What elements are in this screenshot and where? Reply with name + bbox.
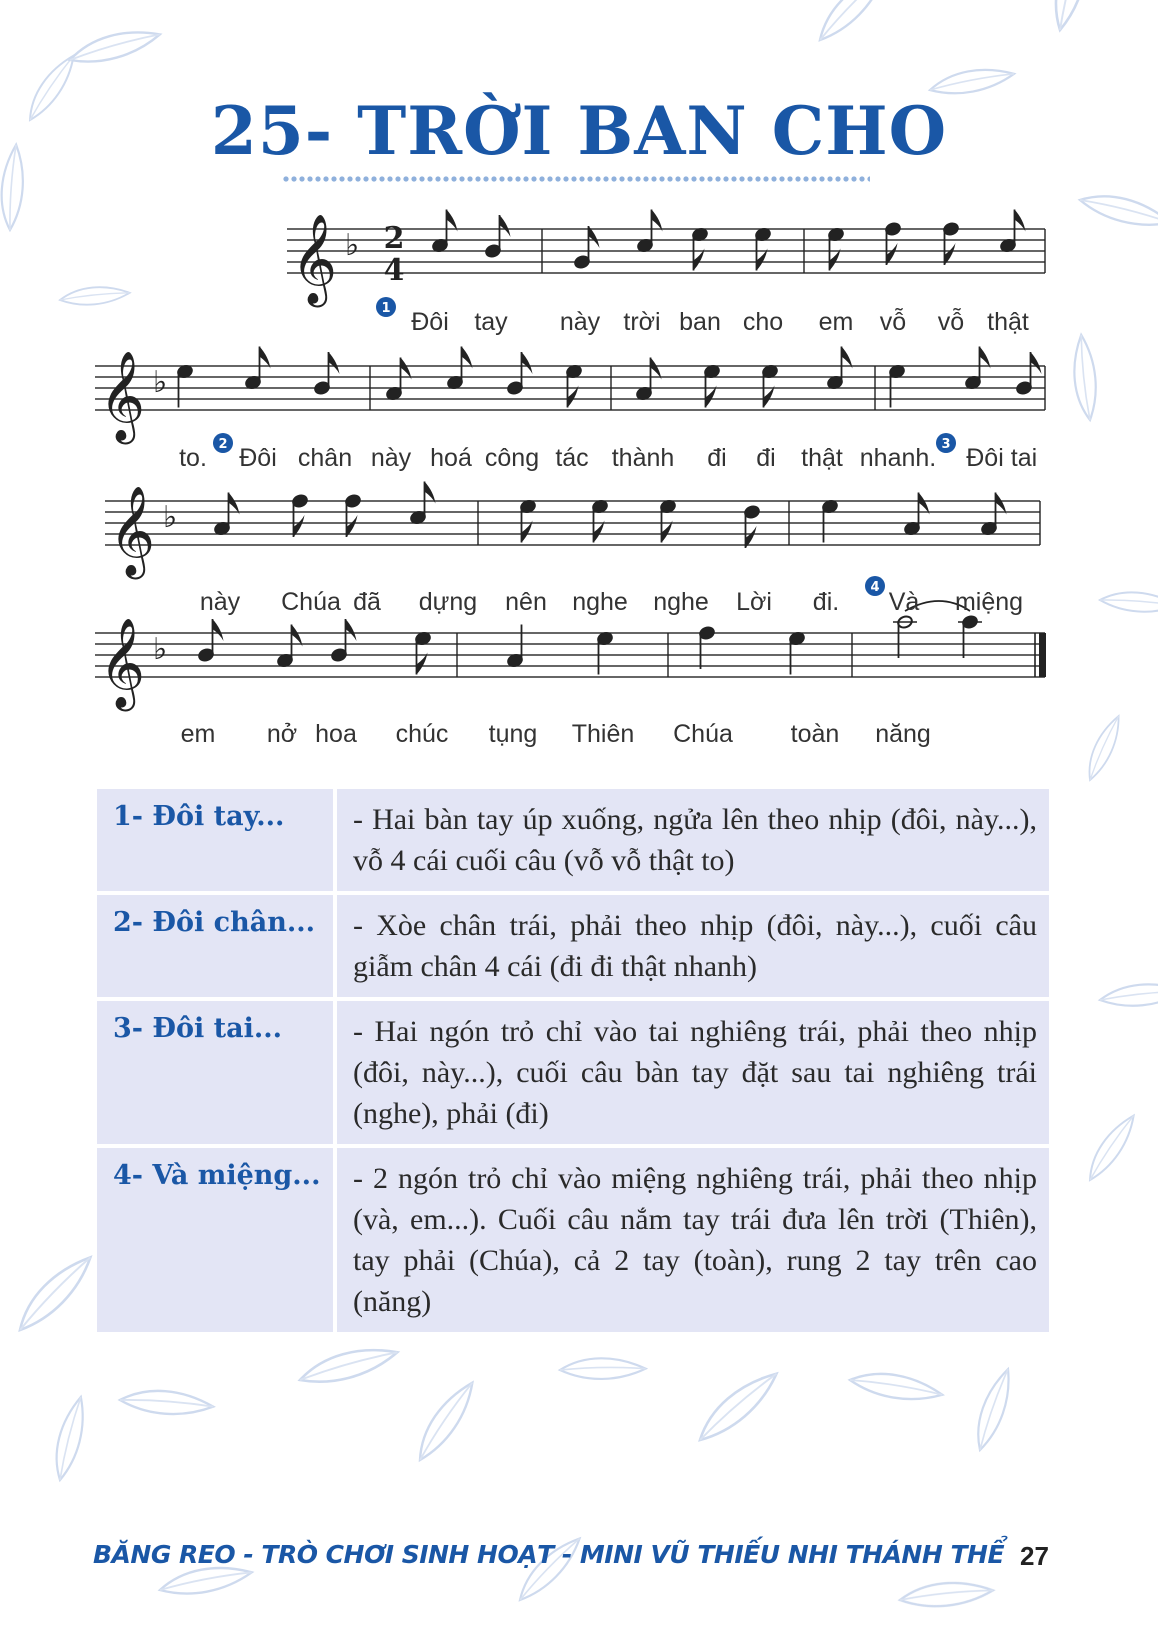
music-note — [660, 499, 677, 542]
gesture-label: 3- Đôi tai... — [97, 1001, 337, 1148]
flat-sign: ♭ — [153, 632, 168, 667]
lyric-syllable: Chúa — [281, 588, 341, 616]
music-note — [755, 227, 772, 270]
lyric-syllable: Đôi — [966, 444, 1004, 472]
lyric-syllable: Chúa — [673, 720, 733, 748]
lyric-syllable: nghe — [653, 588, 709, 616]
lyric-syllable: này — [559, 308, 601, 336]
note-flag — [652, 210, 663, 232]
footer-book-title: BĂNG REO - TRÒ CHƠI SINH HOẠT - MINI VŨ THIẾU NHI THÁNH THỂ — [93, 1540, 1005, 1569]
note-flag — [842, 347, 853, 369]
lyric-syllable: thật — [987, 308, 1029, 336]
note-flag — [651, 358, 662, 380]
note-flag — [568, 386, 579, 408]
verse-marker-2 — [213, 433, 233, 453]
gesture-label: 4- Và miệng... — [97, 1148, 337, 1332]
time-signature-bottom: 4 — [383, 253, 405, 288]
note-flag — [757, 249, 768, 271]
treble-clef: 𝄞 — [109, 486, 156, 576]
lyric-syllable: dựng — [418, 588, 478, 616]
time-signature — [384, 221, 405, 288]
music-note — [314, 352, 340, 395]
note-flag — [662, 521, 673, 543]
gesture-row — [97, 1148, 1049, 1332]
verse-marker-number: 2 — [218, 437, 228, 452]
gesture-label: 1- Đôi tay... — [97, 789, 337, 895]
staff — [95, 618, 1046, 712]
lyric-syllable: năng — [875, 720, 931, 748]
note-flag — [329, 352, 340, 374]
note-flag — [996, 493, 1007, 515]
lyric-syllable: trời — [623, 308, 661, 336]
gesture-row — [97, 895, 1049, 1001]
lyric-syllable: thật — [801, 444, 843, 472]
note-flag — [260, 347, 271, 369]
note-flag — [764, 386, 775, 408]
note-flag — [401, 358, 412, 380]
music-note — [1016, 352, 1042, 395]
music-note — [574, 226, 600, 269]
note-flag — [594, 521, 605, 543]
flat-sign: ♭ — [153, 365, 168, 400]
music-note — [507, 625, 524, 668]
lyric-syllable: em — [180, 720, 216, 748]
music-note — [507, 352, 533, 395]
flat-sign: ♭ — [163, 500, 178, 535]
music-note — [277, 625, 303, 668]
lyric-syllable: Đôi — [411, 308, 449, 336]
page-number: 27 — [1020, 1541, 1049, 1571]
verse-marker-4 — [865, 576, 885, 596]
note-flag — [447, 210, 458, 232]
note-flag — [706, 386, 717, 408]
note-flag — [522, 521, 533, 543]
music-note — [828, 227, 845, 270]
music-note — [566, 364, 583, 407]
verse-marker-number: 1 — [381, 301, 391, 316]
music-note — [762, 364, 779, 407]
lyric-syllable: Đôi — [239, 444, 277, 472]
gesture-table — [97, 789, 1049, 1332]
music-note — [789, 631, 806, 674]
music-note — [415, 631, 432, 674]
lyric-syllable: công — [484, 444, 540, 472]
music-note — [198, 619, 224, 662]
note-flag — [1015, 210, 1026, 232]
music-note — [981, 493, 1007, 536]
lyric-syllable: tác — [555, 444, 589, 472]
lyric-syllable: hoa — [315, 720, 357, 748]
gesture-description: - Hai bàn tay úp xuống, ngửa lên theo nhịp (đôi, này...), vỗ 4 cái cuối câu (vỗ vỗ thật to) — [337, 789, 1049, 895]
lyric-syllable: nhanh. — [859, 444, 937, 472]
music-note — [958, 615, 982, 658]
music-note — [520, 499, 537, 542]
lyric-syllable: thành — [611, 444, 675, 472]
final-barline — [1039, 633, 1046, 677]
music-note — [827, 347, 853, 390]
verse-marker-number: 4 — [870, 580, 880, 595]
music-note — [904, 493, 930, 536]
gesture-description: - Xòe chân trái, phải theo nhịp (đôi, này...), cuối câu giẫm chân 4 cái (đi đi thật nhanh) — [337, 895, 1049, 1001]
note-flag — [417, 653, 428, 675]
lyric-syllable: Và — [888, 588, 920, 616]
note-flag — [830, 249, 841, 271]
music-note — [432, 210, 458, 253]
staff — [105, 486, 1040, 580]
note-flag — [980, 347, 991, 369]
music-note — [592, 499, 609, 542]
verse-marker-1 — [376, 297, 396, 317]
verse-marker-3 — [936, 433, 956, 453]
lyric-syllable: ban — [679, 308, 721, 336]
gesture-description: - Hai ngón trỏ chỉ vào tai nghiêng trái, phải theo nhịp (đôi, này...), cuối câu bàn tay đặt sau tai nghiêng trái (nghe), phải (đi) — [337, 1001, 1049, 1148]
music-note — [345, 494, 362, 537]
flat-sign: ♭ — [345, 228, 360, 263]
lyric-syllable: toàn — [790, 720, 840, 748]
lyric-syllable: vỗ — [879, 308, 907, 336]
treble-clef: 𝄞 — [99, 618, 146, 708]
lyric-syllable: đi. — [812, 588, 840, 616]
music-note — [177, 364, 194, 407]
music-note — [943, 222, 960, 265]
lyric-syllable: nên — [505, 588, 547, 616]
note-flag — [522, 352, 533, 374]
note-flag — [500, 215, 511, 237]
lyric-syllable: đi — [707, 444, 727, 472]
music-note — [245, 347, 271, 390]
music-note — [699, 626, 716, 669]
music-note — [704, 364, 721, 407]
lyric-syllable: nở — [266, 720, 298, 748]
lyric-syllable: nghe — [572, 588, 628, 616]
lyric-syllable: tai — [1010, 444, 1038, 472]
gesture-label: 2- Đôi chân... — [97, 895, 337, 1001]
music-note — [386, 358, 412, 401]
note-flag — [229, 493, 240, 515]
note-flag — [919, 493, 930, 515]
lyric-syllable: chúc — [395, 720, 449, 748]
music-note — [965, 347, 991, 390]
music-note — [893, 615, 917, 658]
music-note — [637, 210, 663, 253]
music-note — [214, 493, 240, 536]
lyric-syllable: đã — [353, 588, 381, 616]
music-note — [744, 505, 761, 548]
note-flag — [292, 625, 303, 647]
lyric-syllable: đi — [756, 444, 776, 472]
gesture-description: - 2 ngón trỏ chỉ vào miệng nghiêng trái, phải theo nhịp (và, em...). Cuối câu nắm tay trái đưa lên trời (Thiên), tay phải (Chúa), cả 2 tay (toàn), rung 2 tay trên cao (năng) — [337, 1148, 1049, 1332]
music-note — [597, 631, 614, 674]
lyric-syllable: vỗ — [937, 308, 965, 336]
treble-clef: 𝄞 — [99, 351, 146, 441]
treble-clef: 𝄞 — [291, 214, 338, 304]
music-note — [331, 619, 357, 662]
music-note — [1000, 210, 1026, 253]
lyric-syllable: cho — [742, 308, 784, 336]
note-flag — [213, 619, 224, 641]
lyric-syllable: hoá — [430, 444, 472, 472]
lyric-syllable: miệng — [954, 588, 1024, 616]
lyric-syllable: tay — [474, 308, 508, 336]
music-note — [692, 227, 709, 270]
lyric-syllable: tụng — [488, 720, 538, 748]
lyric-syllable: to. — [179, 444, 207, 472]
music-note — [447, 347, 473, 390]
note-flag — [346, 619, 357, 641]
music-note — [485, 215, 511, 258]
music-note — [885, 222, 902, 265]
song-title: 25- TRỜI BAN CHO — [210, 92, 948, 170]
note-flag — [694, 249, 705, 271]
lyric-syllable: Thiên — [571, 720, 635, 748]
lyric-syllable: này — [370, 444, 412, 472]
music-note — [889, 364, 906, 407]
verse-marker-number: 3 — [941, 437, 951, 452]
sheet-music — [0, 0, 1158, 760]
music-note — [636, 358, 662, 401]
lyric-syllable: này — [199, 588, 241, 616]
lyric-syllable: em — [818, 308, 854, 336]
music-note — [822, 499, 839, 542]
note-flag — [425, 482, 436, 504]
note-flag — [462, 347, 473, 369]
lyric-syllable: chân — [297, 444, 353, 472]
time-signature-top: 2 — [383, 221, 405, 256]
note-flag — [1031, 352, 1042, 374]
gesture-row — [97, 789, 1049, 895]
music-note — [410, 482, 436, 525]
gesture-row — [97, 1001, 1049, 1148]
lyric-syllable: Lời — [736, 588, 772, 616]
music-note — [292, 494, 309, 537]
